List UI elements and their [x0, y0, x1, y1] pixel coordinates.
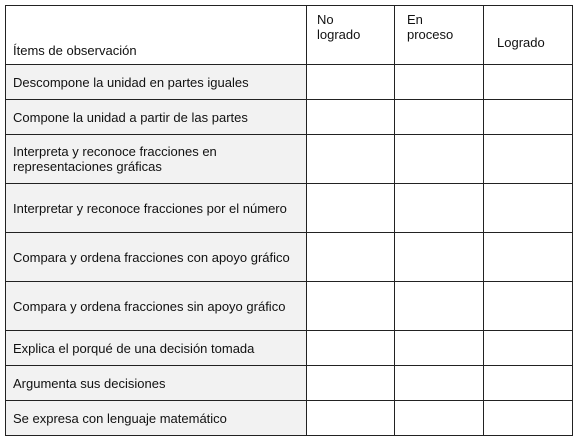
cell-not-achieved[interactable]: [307, 331, 395, 366]
row-item: Compara y ordena fracciones sin apoyo gráfico: [6, 282, 307, 331]
cell-in-process[interactable]: [395, 366, 484, 401]
cell-in-process[interactable]: [395, 100, 484, 135]
table-row: [6, 135, 573, 184]
cell-not-achieved[interactable]: [307, 100, 395, 135]
row-item: Se expresa con lenguaje matemático: [6, 401, 307, 436]
table-row: [6, 331, 573, 366]
header-not-achieved: [307, 6, 395, 65]
row-item: Compone la unidad a partir de las partes: [6, 100, 307, 135]
table-row: [6, 65, 573, 100]
cell-achieved[interactable]: [484, 135, 573, 184]
cell-not-achieved[interactable]: [307, 65, 395, 100]
row-item: Interpretar y reconoce fracciones por el número: [6, 184, 307, 233]
cell-in-process[interactable]: [395, 233, 484, 282]
cell-achieved[interactable]: [484, 282, 573, 331]
cell-in-process[interactable]: [395, 331, 484, 366]
table-row: [6, 233, 573, 282]
cell-achieved[interactable]: [484, 184, 573, 233]
table-row: [6, 366, 573, 401]
row-item: Interpreta y reconoce fracciones en representaciones gráficas: [6, 135, 307, 184]
table-row: [6, 282, 573, 331]
cell-achieved[interactable]: [484, 366, 573, 401]
cell-not-achieved[interactable]: [307, 282, 395, 331]
row-item: Compara y ordena fracciones con apoyo gráfico: [6, 233, 307, 282]
row-item: Argumenta sus decisiones: [6, 366, 307, 401]
cell-not-achieved[interactable]: [307, 233, 395, 282]
header-in-process: [395, 6, 484, 65]
cell-not-achieved[interactable]: [307, 135, 395, 184]
header-in-process-label: En proceso: [407, 12, 454, 42]
cell-in-process[interactable]: [395, 282, 484, 331]
cell-achieved[interactable]: [484, 100, 573, 135]
cell-not-achieved[interactable]: [307, 184, 395, 233]
header-achieved: [484, 6, 573, 65]
header-not-achieved-label: No logrado: [317, 12, 361, 42]
cell-achieved[interactable]: [484, 401, 573, 436]
cell-in-process[interactable]: [395, 65, 484, 100]
cell-not-achieved[interactable]: [307, 401, 395, 436]
table-row: [6, 100, 573, 135]
row-item: Descompone la unidad en partes iguales: [6, 65, 307, 100]
cell-in-process[interactable]: [395, 401, 484, 436]
cell-achieved[interactable]: [484, 65, 573, 100]
header-achieved-label: Logrado: [497, 34, 545, 50]
header-items: Ítems de observación: [6, 6, 307, 65]
table-header-row: [6, 6, 573, 65]
table-row: [6, 401, 573, 436]
cell-in-process[interactable]: [395, 135, 484, 184]
cell-achieved[interactable]: [484, 233, 573, 282]
cell-in-process[interactable]: [395, 184, 484, 233]
table-row: [6, 184, 573, 233]
observation-table: [5, 5, 573, 436]
row-item: Explica el porqué de una decisión tomada: [6, 331, 307, 366]
cell-achieved[interactable]: [484, 331, 573, 366]
cell-not-achieved[interactable]: [307, 366, 395, 401]
